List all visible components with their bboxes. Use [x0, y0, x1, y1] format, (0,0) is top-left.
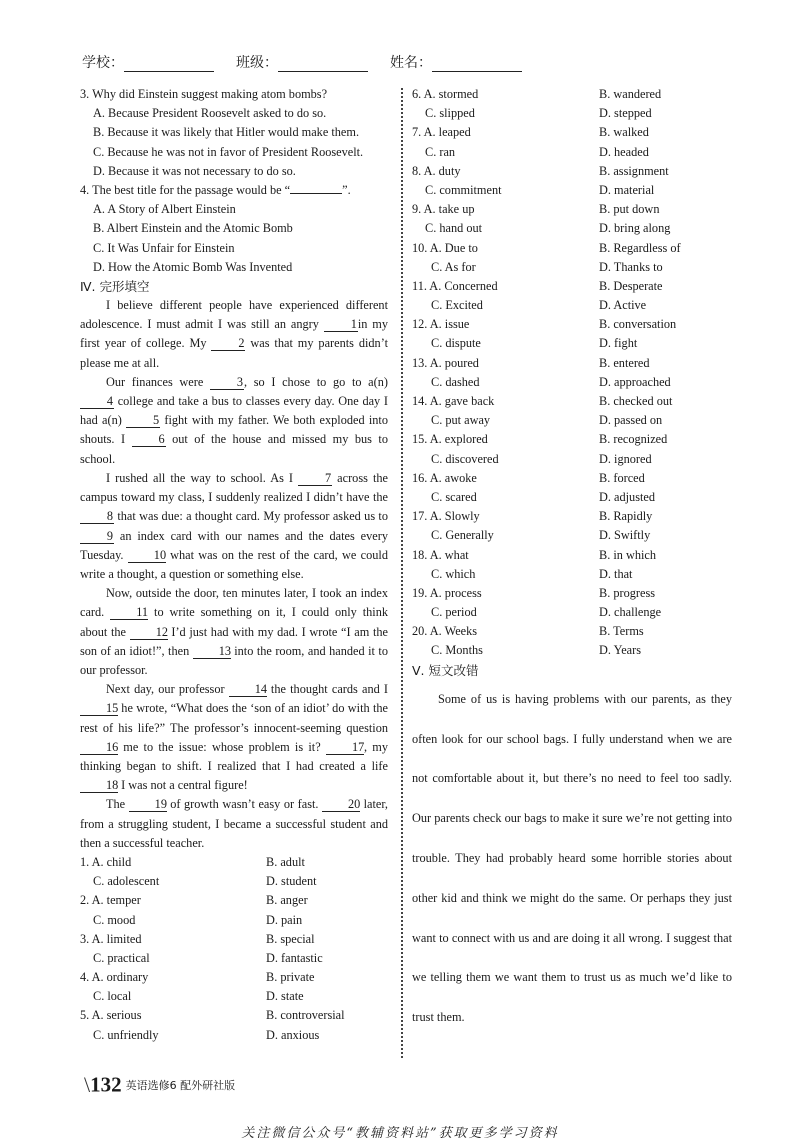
cloze-blank-3[interactable]: 3: [210, 375, 244, 390]
option-c[interactable]: C. Months: [431, 643, 483, 658]
choice-row: [80, 930, 388, 949]
class-field: [236, 52, 368, 72]
option-b[interactable]: B. entered: [599, 355, 650, 370]
cloze-text: , so I chose to go to a(n): [243, 374, 388, 389]
cloze-choices-left: [80, 853, 388, 1045]
cloze-blank-9[interactable]: 9: [80, 529, 114, 544]
option-a[interactable]: 10. A. Due to: [412, 240, 478, 255]
option-d[interactable]: D. adjusted: [599, 489, 656, 504]
cloze-blank-14[interactable]: 14: [229, 682, 267, 697]
bottom-notice: 关注微信公众号“教辅资料站”获取更多学习资料: [241, 1126, 559, 1141]
error-correction-passage: [412, 680, 732, 1038]
choice-row: [80, 968, 388, 987]
name-field: [390, 52, 522, 72]
option-c[interactable]: C. adolescent: [93, 874, 160, 889]
option-a[interactable]: 2. A. temper: [80, 893, 141, 908]
option-d[interactable]: D. pain: [266, 912, 303, 927]
choice-row: [412, 200, 732, 219]
cloze-text: an index card with our names and the dates every Tuesday.: [80, 528, 388, 562]
page-footer: [84, 1072, 235, 1096]
option-d[interactable]: D. Thanks to: [599, 259, 663, 274]
choice-row: [80, 872, 388, 891]
choice-row: [412, 507, 732, 526]
cloze-blank-1[interactable]: 1: [324, 317, 358, 332]
cloze-text: into the room, and handed it to our professor.: [80, 643, 388, 677]
option-d[interactable]: D. bring along: [599, 221, 671, 236]
choice-row: [412, 123, 732, 142]
cloze-passage: [80, 296, 388, 853]
cloze-text: college and take a bus to classes every day. One day I had a(n): [80, 394, 388, 428]
cloze-text: across the campus toward my class, I suddenly realized I didn’t have the: [80, 470, 388, 505]
choice-row: [412, 641, 732, 660]
choice-row: [412, 584, 732, 603]
question-3-stem: 3. Why did Einstein suggest making atom bombs?: [80, 87, 328, 101]
option-a[interactable]: 11. A. Concerned: [412, 278, 498, 293]
question-3-option-a: A. Because President Roosevelt asked to do so.: [93, 106, 327, 121]
option-c[interactable]: C. which: [431, 566, 476, 581]
option-c[interactable]: C. unfriendly: [93, 1027, 159, 1042]
option-b[interactable]: B. walked: [599, 125, 649, 140]
option-d[interactable]: D. Active: [599, 298, 647, 313]
option-a[interactable]: 9. A. take up: [412, 202, 475, 217]
option-c[interactable]: C. dispute: [431, 336, 481, 351]
option-d[interactable]: D. challenge: [599, 605, 662, 620]
option-a[interactable]: 5. A. serious: [80, 1008, 142, 1023]
cloze-blank-15[interactable]: 15: [80, 701, 118, 716]
class-line[interactable]: [278, 55, 368, 72]
option-d[interactable]: D. headed: [599, 144, 649, 159]
option-d[interactable]: D. Swiftly: [599, 528, 651, 543]
option-b[interactable]: B. conversation: [599, 317, 677, 332]
cloze-blank-13[interactable]: 13: [193, 644, 231, 659]
question-3-option-c: C. Because he was not in favor of President Roosevelt.: [93, 144, 364, 159]
student-info-header: [82, 52, 742, 78]
option-b[interactable]: B. checked out: [599, 394, 673, 408]
option-a[interactable]: 15. A. explored: [412, 432, 488, 447]
choice-row: [412, 392, 732, 411]
option-c[interactable]: C. discovered: [431, 451, 499, 466]
cloze-text: , my thinking began to shift. I realized that I had created a life: [80, 739, 388, 773]
question-4-option-b: B. Albert Einstein and the Atomic Bomb: [93, 221, 293, 236]
option-c[interactable]: C. put away: [431, 413, 491, 428]
cloze-text: later, from a struggling student, I became a successful student and then a successful teacher.: [80, 797, 388, 850]
option-a[interactable]: 19. A. process: [412, 585, 482, 600]
question-3-option-d: D. Because it was not necessary to do so.: [93, 163, 296, 178]
cloze-text: I’d just had with my dad. I wrote “I am the son of an idiot!”, then: [80, 624, 388, 658]
cloze-text: the thought cards and I: [266, 682, 388, 697]
option-d[interactable]: D. that: [599, 566, 633, 581]
cloze-text: I rushed all the way to school. As I: [106, 470, 299, 485]
option-a[interactable]: 6. A. stormed: [412, 87, 479, 101]
choice-row: [412, 565, 732, 584]
cloze-blank-8[interactable]: 8: [80, 509, 114, 524]
choice-row: [412, 430, 732, 449]
option-a[interactable]: 16. A. awoke: [412, 470, 477, 485]
choice-row: [412, 143, 732, 162]
cloze-text: Our finances were: [106, 374, 210, 389]
option-c[interactable]: C. As for: [431, 259, 476, 274]
cloze-text: I believe different people have experienced different adolescence. I must admit I was still an angry: [80, 298, 388, 332]
option-b[interactable]: B. in which: [599, 547, 657, 562]
cloze-blank-16[interactable]: 16: [80, 740, 118, 755]
option-c[interactable]: C. ran: [425, 144, 456, 159]
option-c[interactable]: C. commitment: [425, 182, 502, 197]
cloze-text: The: [106, 797, 129, 812]
error-correction-text: Some of us is having problems with our parents, as they often look for our school bags. I fully understand when we are not comfortable about it, but there’s no need to feel too sadly. Our parents check our bags to make it sure we’re not getting into trouble. They had probably heard some horrible stories about other kid and think we might do the same. Or perhaps they just want to connect with us and are doing it all wrong. I suggest that we telling them we want them to trust us as much we’d like to trust them.: [412, 691, 732, 1025]
answer-blank[interactable]: [290, 193, 342, 194]
option-a[interactable]: 17. A. Slowly: [412, 509, 480, 524]
option-c[interactable]: C. mood: [93, 912, 136, 927]
right-column: [412, 85, 732, 1038]
option-c[interactable]: C. dashed: [431, 374, 480, 389]
cloze-text: I was not a central figure!: [118, 778, 248, 793]
option-c[interactable]: C. practical: [93, 950, 150, 965]
choice-row: [412, 603, 732, 622]
option-b[interactable]: B. special: [266, 931, 315, 946]
cloze-blank-11[interactable]: 11: [110, 605, 148, 620]
column-divider: [401, 88, 403, 1058]
question-4-stem-text: 4. The best title for the passage would be “: [80, 182, 291, 197]
option-b[interactable]: B. controversial: [266, 1008, 345, 1023]
choice-row: [80, 891, 388, 910]
option-d[interactable]: D. approached: [599, 374, 671, 389]
choice-row: [412, 334, 732, 353]
option-a[interactable]: 4. A. ordinary: [80, 970, 149, 985]
option-b[interactable]: B. wandered: [599, 87, 662, 101]
question-4-stem: [80, 181, 388, 200]
choice-row: [412, 488, 732, 507]
option-c[interactable]: C. hand out: [425, 221, 483, 236]
option-c[interactable]: C. Excited: [431, 298, 483, 313]
cloze-blank-17[interactable]: 17: [326, 740, 364, 755]
choice-row: [412, 296, 732, 315]
choice-row: [412, 450, 732, 469]
option-b[interactable]: B. recognized: [599, 432, 668, 447]
book-title: 英语选修6 配外研社版: [125, 1079, 236, 1092]
choice-row: [412, 219, 732, 238]
cloze-paragraph: [80, 296, 388, 373]
option-d[interactable]: D. ignored: [599, 451, 652, 466]
cloze-blank-4[interactable]: 4: [80, 394, 114, 409]
question-3-option-b: B. Because it was likely that Hitler would make them.: [93, 125, 360, 140]
cloze-blank-7[interactable]: 7: [298, 471, 332, 486]
option-a[interactable]: 20. A. Weeks: [412, 624, 478, 639]
footer-slash-icon: \: [84, 1072, 91, 1097]
option-d[interactable]: D. material: [599, 182, 655, 197]
option-b[interactable]: B. Desperate: [599, 278, 663, 293]
name-label: 姓名：: [390, 55, 432, 71]
option-a[interactable]: 8. A. duty: [412, 163, 461, 178]
option-a[interactable]: 14. A. gave back: [412, 394, 495, 408]
option-b[interactable]: B. put down: [599, 202, 660, 217]
cloze-blank-19[interactable]: 19: [129, 797, 167, 812]
option-c[interactable]: C. Generally: [431, 528, 494, 543]
option-c[interactable]: C. scared: [431, 489, 477, 504]
section-4-title: Ⅳ. 完形填空: [80, 278, 150, 294]
option-c[interactable]: C. period: [431, 605, 477, 620]
question-4-option-c: C. It Was Unfair for Einstein: [93, 240, 235, 255]
option-b[interactable]: B. private: [266, 970, 315, 985]
question-4-stem-end: ”.: [342, 182, 351, 197]
option-c[interactable]: C. local: [93, 989, 132, 1004]
option-a[interactable]: 13. A. poured: [412, 355, 479, 370]
option-d[interactable]: D. student: [266, 874, 317, 889]
option-b[interactable]: B. anger: [266, 893, 308, 908]
cloze-text: me to the issue: whose problem is it?: [118, 739, 326, 754]
choice-row: [412, 181, 732, 200]
option-a[interactable]: 12. A. issue: [412, 317, 470, 332]
option-d[interactable]: D. anxious: [266, 1027, 320, 1042]
option-b[interactable]: B. Terms: [599, 624, 644, 639]
school-line[interactable]: [124, 55, 214, 72]
cloze-text: out of the house and missed my bus to school.: [80, 432, 388, 466]
cloze-text: Now, outside the door, ten minutes later, I took an index card.: [80, 586, 388, 620]
option-a[interactable]: 18. A. what: [412, 547, 469, 562]
cloze-text: that was due: a thought card. My professor asked us to: [114, 509, 388, 524]
cloze-paragraph: [80, 680, 388, 795]
choice-row: [412, 354, 732, 373]
class-label: 班级：: [236, 55, 278, 71]
cloze-paragraph: [80, 795, 388, 853]
cloze-blank-6[interactable]: 6: [132, 432, 166, 447]
choice-row: [412, 526, 732, 545]
cloze-paragraph: [80, 584, 388, 680]
choice-row: [412, 622, 732, 641]
cloze-text: what was on the rest of the card, we could write a thought, a question or something else.: [80, 547, 388, 581]
choice-row: [80, 949, 388, 968]
option-d[interactable]: D. stepped: [599, 106, 652, 121]
option-a[interactable]: 1. A. child: [80, 854, 132, 869]
choice-row: [412, 469, 732, 488]
choice-row: [412, 373, 732, 392]
choice-row: [412, 239, 732, 258]
option-b[interactable]: B. assignment: [599, 163, 669, 178]
choice-row: [412, 411, 732, 430]
choice-row: [412, 85, 732, 104]
choice-row: [412, 315, 732, 334]
option-b[interactable]: B. Regardless of: [599, 240, 681, 255]
cloze-blank-12[interactable]: 12: [130, 625, 168, 640]
cloze-text: he wrote, “What does the ‘son of an idiot’ do with the rest of his life?” The professor’s innocent-seeming question: [80, 701, 388, 735]
option-a[interactable]: 3. A. limited: [80, 931, 142, 946]
choice-row: [80, 911, 388, 930]
cloze-blank-20[interactable]: 20: [322, 797, 360, 812]
cloze-blank-2[interactable]: 2: [211, 336, 245, 351]
option-d[interactable]: D. fantastic: [266, 950, 323, 965]
choice-row: [80, 1006, 388, 1025]
cloze-text: fight with my father. We both exploded into shouts. I: [80, 413, 389, 447]
choice-row: [412, 277, 732, 296]
option-c[interactable]: C. slipped: [425, 106, 475, 121]
option-a[interactable]: 7. A. leaped: [412, 125, 471, 140]
name-line[interactable]: [432, 55, 522, 72]
cloze-paragraph: [80, 373, 388, 469]
option-b[interactable]: B. forced: [599, 470, 645, 485]
option-b[interactable]: B. Rapidly: [599, 509, 653, 524]
school-field: [82, 52, 214, 72]
cloze-text: Next day, our professor: [106, 682, 229, 697]
cloze-blank-10[interactable]: 10: [128, 548, 166, 563]
choice-row: [80, 853, 388, 872]
section-5-title: Ⅴ. 短文改错: [412, 662, 479, 678]
question-4-option-a: A. A Story of Albert Einstein: [93, 202, 236, 217]
question-4-option-d: D. How the Atomic Bomb Was Invented: [93, 259, 293, 274]
cloze-blank-5[interactable]: 5: [126, 413, 160, 428]
choice-row: [80, 1026, 388, 1045]
school-label: 学校：: [82, 55, 124, 71]
cloze-text: of growth wasn’t easy or fast.: [166, 797, 323, 812]
option-d[interactable]: D. fight: [599, 336, 638, 351]
option-d[interactable]: D. Years: [599, 643, 642, 658]
cloze-text: was that my parents didn’t please me at all.: [80, 336, 388, 370]
cloze-paragraph: [80, 469, 388, 584]
choice-row: [80, 987, 388, 1006]
cloze-text: to write something on it, I could only think about the: [80, 605, 389, 639]
left-column: [80, 85, 388, 1045]
page-number: 132: [90, 1072, 122, 1097]
choice-row: [412, 162, 732, 181]
option-b[interactable]: B. progress: [599, 585, 656, 600]
choice-row: [412, 104, 732, 123]
cloze-text: in my first year of college. My: [80, 317, 388, 351]
cloze-choices-right: [412, 85, 732, 661]
option-d[interactable]: D. passed on: [599, 413, 663, 428]
cloze-blank-18[interactable]: 18: [80, 778, 118, 793]
choice-row: [412, 546, 732, 565]
option-b[interactable]: B. adult: [266, 854, 305, 869]
choice-row: [412, 258, 732, 277]
option-d[interactable]: D. state: [266, 989, 304, 1004]
